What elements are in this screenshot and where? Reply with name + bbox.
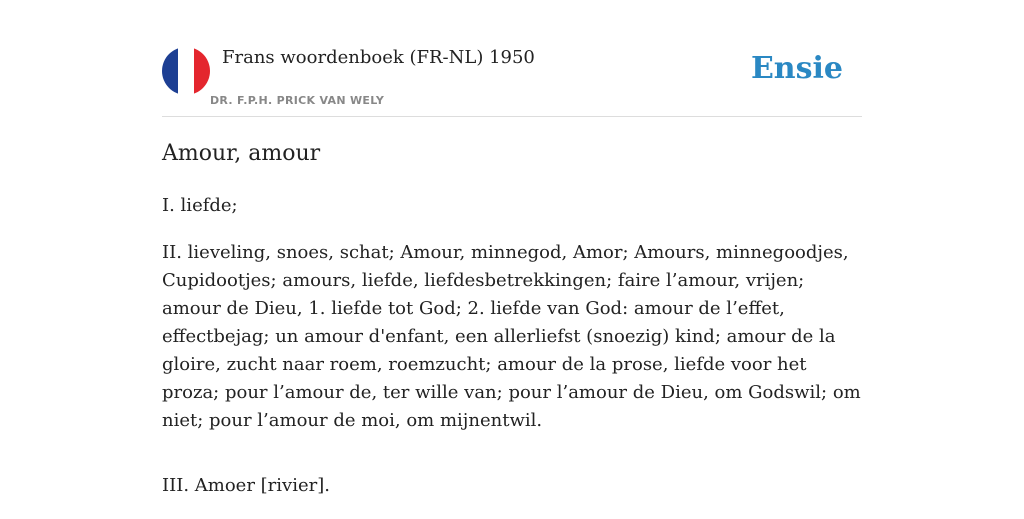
entry-sense-1: I. liefde;	[162, 195, 238, 216]
dictionary-title[interactable]: Frans woordenboek (FR-NL) 1950	[222, 47, 535, 68]
entry-sense-3: III. Amoer [rivier].	[162, 475, 330, 496]
french-flag-icon	[162, 47, 210, 95]
flag-stripe-red	[194, 47, 210, 95]
dictionary-author: DR. F.P.H. PRICK VAN WELY	[210, 94, 385, 107]
ensie-logo[interactable]: Ensie	[750, 51, 843, 86]
flag-stripe-white	[178, 47, 194, 95]
entry-title: Amour, amour	[162, 141, 321, 166]
flag-stripe-blue	[162, 47, 178, 95]
dictionary-entry-card	[162, 0, 862, 512]
entry-body	[162, 192, 862, 519]
entry-sense-2: II. lieveling, snoes, schat; Amour, minnegod, Amor; Amours, minnegoodjes, Cupidootjes; amours, liefde, liefdesbetrekkingen; faire l’amour, vrijen; amour de Dieu, 1. liefde tot God; 2. liefde van God: amour de l’effet, effectbejag; un amour d'enfant, een allerliefst (snoezig) kind; amour de la gloire, zucht naar roem, roemzucht; amour de la prose, liefde voor het proza; pour l’amour de, ter wille van; pour l’amour de Dieu, om Godswil; om niet; pour l’amour de moi, om mijnentwil.	[162, 242, 861, 431]
dictionary-header	[162, 0, 862, 117]
